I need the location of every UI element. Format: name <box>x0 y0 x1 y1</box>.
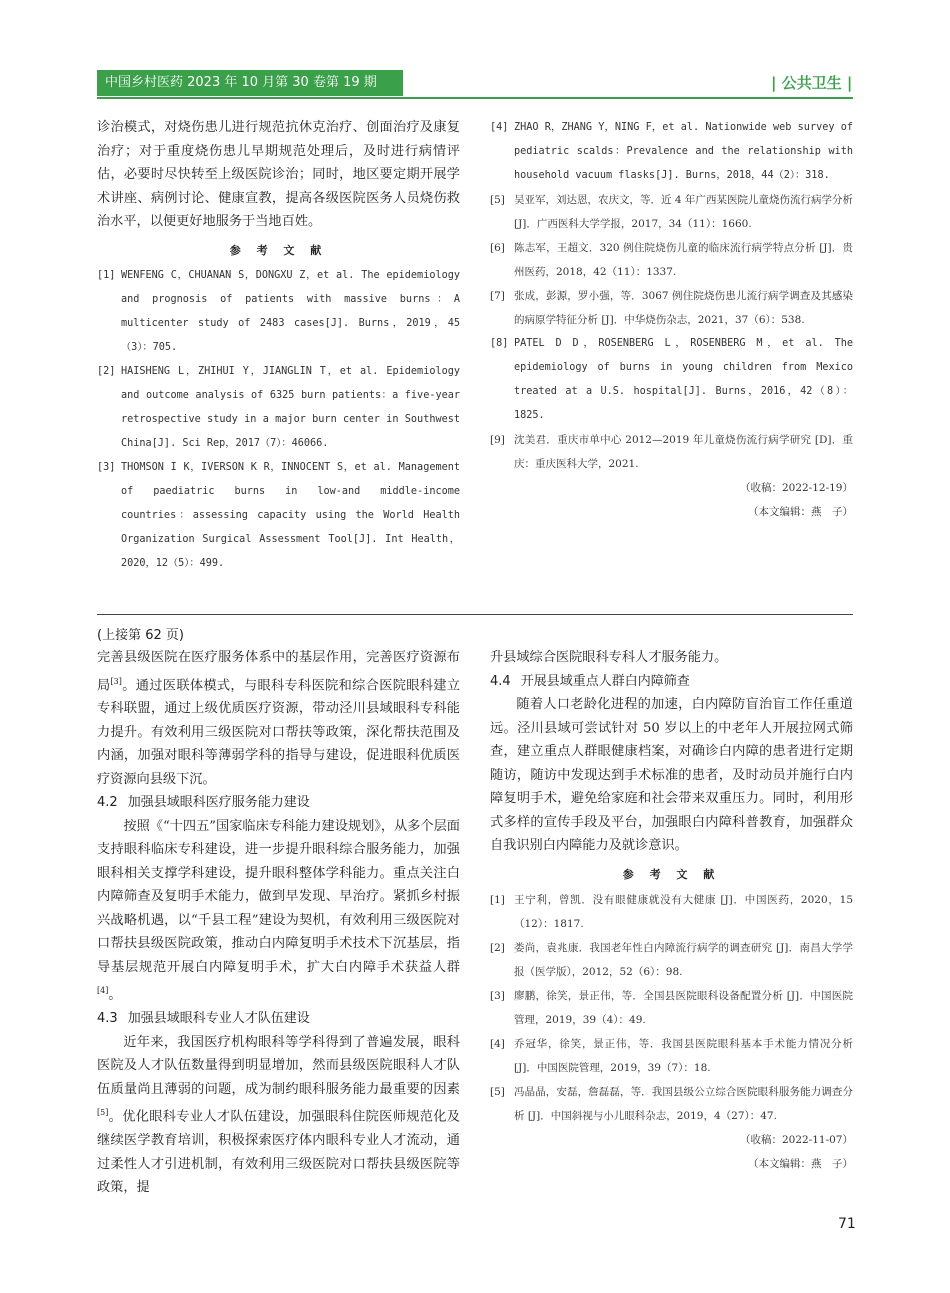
section-label: | 公共卫生 | <box>771 74 853 92</box>
paragraph: 随着人口老龄化进程的加速，白内障防盲治盲工作任重道远。泾川县域可尝试针对 50 岁以上的中老年人开展拉网式筛查，建立重点人群眼健康档案，对确诊白内障的患者进行定期随访，随访中发现达到手术标准的患者，及时动员并施行白内障复明手术，避免给家庭和社会带来双重压力。同时，利用形式多样的宣传手段及平台，加强眼白内障科普教育，加强群众自我识别白内障能力及就诊意识。 <box>490 697 853 853</box>
reference-item: [2] HAISHENG L，ZHIHUI Y，JIANGLIN T，et al. Epidemiology and outcome analysis of 6325 burn patients：a five-year retrospective study in a major burn center in Southwest China[J]. Sci Rep，2017（7）：46066. <box>97 365 460 449</box>
reference-item: [1] 王宁利，曾凯．没有眼健康就没有大健康 [J]．中国医药，2020，15（12）：1817. <box>490 893 853 930</box>
paragraph: 近年来，我国医疗机构眼科等学科得到了普遍发展，眼科医院及人才队伍数量得到明显增加，然而县级医院眼科人才队伍质量尚且薄弱的问题，成为制约眼科服务能力最重要的因素[5]。优化眼科专业人才队伍建设，加强眼科住院医师规范化及继续医学教育培训，积极探索医疗体内眼科专业人才流动，通过柔性人才引进机制，有效利用三级医院对口帮扶县级医院等政策，提 <box>97 1034 460 1196</box>
bottom-left-column <box>97 646 460 1200</box>
reference-item: [1] WENFENG C，CHUANAN S，DONGXU Z，et al. The epidemiology and prognosis of patients with massive burns：A multicenter study of 2483 cases[J]. Burns，2019，45（3）：705. <box>97 269 460 353</box>
section-divider <box>97 614 853 615</box>
editor-note: （本文编辑：燕 子） <box>748 1157 853 1170</box>
reference-item: [9] 沈美君．重庆市单中心 2012—2019 年儿童烧伤流行病学研究 [D]．重庆：重庆医科大学，2021. <box>490 434 853 470</box>
references-title: 参 考 文 献 <box>229 243 328 257</box>
bottom-right-column <box>490 646 853 1176</box>
editor-note: （本文编辑：燕 子） <box>748 506 853 518</box>
received-date: （收稿：2022-11-07） <box>739 1133 853 1146</box>
references-title: 参 考 文 献 <box>622 867 721 881</box>
reference-item: [3] 廖鹏，徐笑，景正伟，等．全国县医院眼科设备配置分析 [J]．中国医院管理，2019，39（4）：49. <box>490 989 853 1026</box>
reference-item: [5] 冯晶晶，安磊，詹磊磊，等．我国县级公立综合医院眼科服务能力调查分析 [J]．中国斜视与小儿眼科杂志，2019，4（27）：47. <box>490 1085 853 1122</box>
reference-item: [5] 吴亚军，刘达恩，农庆文，等．近 4 年广西某医院儿童烧伤流行病学分析 [J]．广西医科大学学报，2017，34（11）：1660. <box>490 194 853 230</box>
continued-from-label: (上接第 62 页) <box>97 628 184 643</box>
top-right-column <box>490 116 853 524</box>
header-rule <box>97 97 853 99</box>
journal-header: 中国乡村医药 2023 年 10 月第 30 卷第 19 期 <box>97 70 403 96</box>
conclusion-paragraph: 诊治模式，对烧伤患儿进行规范抗休克治疗、创面治疗及康复治疗；对于重度烧伤患儿早期规范处理后，及时进行病情评估，必要时尽快转至上级医院诊治；同时，地区要定期开展学术讲座、病例讨论、健康宣教，提高各级医院医务人员烧伤救治水平，以便更好地服务于当地百姓。 <box>97 120 460 229</box>
section-heading-4-3: 4.3 加强县域眼科专业人才队伍建设 <box>97 1011 310 1027</box>
section-heading-4-4: 4.4 开展县域重点人群白内障筛查 <box>490 673 690 689</box>
reference-item: [4] ZHAO R，ZHANG Y，NING F，et al. Nationwide web survey of pediatric scalds：Prevalence and the relationship with household vacuum flasks[J]. Burns，2018，44（2）：318. <box>490 122 853 181</box>
paragraph: 完善县级医院在医疗服务体系中的基层作用，完善医疗资源布局[3]。通过医联体模式，与眼科专科医院和综合医院眼科建立专科联盟，通过上级优质医疗资源，带动泾川县域眼科专科能力提升。有效利用三级医院对口帮扶等政策，深化帮扶范围及内涵，加强对眼科等薄弱学科的指导与建设，促进眼科优质医疗资源向县级下沉。 <box>97 650 461 787</box>
page-number: 71 <box>838 1216 856 1232</box>
reference-item: [4] 乔冠华，徐笑，景正伟，等．我国县医院眼科基本手术能力情况分析 [J]．中国医院管理，2019，39（7）：18. <box>490 1037 853 1074</box>
paragraph: 升县域综合医院眼科专科人才服务能力。 <box>490 650 728 665</box>
section-heading-4-2: 4.2 加强县域眼科医疗服务能力建设 <box>97 795 310 811</box>
reference-item: [8] PATEL D D，ROSENBERG L，ROSENBERG M，et al. The epidemiology of burns in young children from Mexico treated at a U.S. hospital[J]. Burns，2016，42（8）：1825. <box>490 338 854 421</box>
reference-item: [6] 陈志军，王超文．320 例住院烧伤儿童的临床流行病学特点分析 [J]．贵州医药，2018，42（11）：1337. <box>490 242 853 278</box>
reference-item: [2] 娄尚，袁兆康．我国老年性白内障流行病学的调查研究 [J]．南昌大学学报（医学版），2012，52（6）：98. <box>490 941 853 978</box>
received-date: （收稿：2022-12-19） <box>739 482 853 494</box>
reference-item: [3] THOMSON I K，IVERSON K R，INNOCENT S，et al. Management of paediatric burns in low-and middle-income countries：assessing capacity using the World Health Organization Surgical Assessment Tool[J]. Int Health，2020，12（5）：499. <box>97 461 460 569</box>
top-left-column <box>97 116 460 576</box>
paragraph: 按照《“十四五”国家临床专科能力建设规划》，从多个层面支持眼科临床专科建设，进一步提升眼科综合服务能力，加强眼科相关支撑学科建设，提升眼科整体学科能力。重点关注白内障筛查及复明手术能力，做到早发现、早治疗。紧抓乡村振兴战略机遇，以“千县工程”建设为契机，有效利用三级医院对口帮扶县级医院政策，推动白内障复明手术技术下沉基层，指导基层规范开展白内障复明手术，扩大白内障手术获益人群[4]。 <box>97 818 460 1003</box>
reference-item: [7] 张成，彭源，罗小强，等．3067 例住院烧伤患儿流行病学调查及其感染的病原学特征分析 [J]．中华烧伤杂志，2021，37（6）：538. <box>490 290 853 326</box>
